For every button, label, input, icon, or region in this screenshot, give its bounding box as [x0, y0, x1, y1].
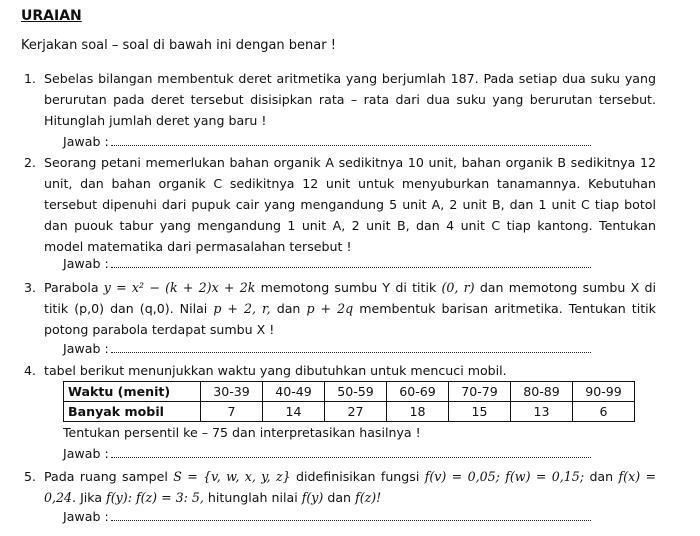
- question-5: [24, 466, 657, 508]
- point-0-r: (0, r): [441, 280, 475, 295]
- expression-p-plus-2q: p + 2q: [306, 301, 354, 316]
- table-cell: 80-89: [511, 382, 573, 402]
- answer-dots: [111, 136, 591, 146]
- question-4: [24, 360, 656, 381]
- question-2: [24, 152, 656, 257]
- question-number: 3.: [24, 280, 37, 295]
- table-cell: 7: [201, 402, 263, 422]
- question-text: Sebelas bilangan membentuk deret aritmetika yang berjumlah 187. Pada setiap dua suku yang berurutan pada deret tersebut disisipkan rata – rata dari dua suku yang berurutan tersebut. Hitunglah jumlah deret yang baru !: [44, 71, 656, 128]
- question-1: [24, 68, 656, 131]
- question-text-part: dan: [276, 301, 301, 316]
- question-text: Seorang petani memerlukan bahan organik A sedikitnya 10 unit, bahan organik B sedikitnya 12 unit, dan bahan organik C sedikitnya 12 unit untuk menyuburkan tanamannya. Kebutuhan tersebut dipenuhi dari pupuk cair yang mengandung 5 unit A, 2 unit B, dan 1 unit C tiap botol dan puouk tabur yang mengandung 1 unit A, 2 unit B, dan 4 unit C tiap kantong. Tentukan model matematika dari permasalahan tersebut !: [44, 155, 656, 254]
- question-text-part: Pada ruang sampel: [44, 469, 168, 484]
- question-number: 4.: [24, 363, 37, 378]
- table-cell: 15: [449, 402, 511, 422]
- answer-label: Jawab :: [63, 134, 109, 149]
- ratio-fy-fz: f(y): f(z) = 3: 5,: [106, 490, 204, 505]
- table-cell: 50-59: [325, 382, 387, 402]
- answer-label: Jawab :: [63, 341, 109, 356]
- question-text-part: Parabola: [44, 280, 99, 295]
- table-cell: 90-99: [573, 382, 635, 402]
- answer-line-5[interactable]: [63, 509, 591, 524]
- question-text-part: didefinisikan fungsi: [296, 469, 420, 484]
- answer-line-2[interactable]: [63, 256, 591, 271]
- question-text-part: memotong sumbu Y di titik: [260, 280, 437, 295]
- answer-line-4[interactable]: [63, 446, 591, 461]
- answer-dots: [111, 343, 591, 353]
- table-cell: 13: [511, 402, 573, 422]
- answer-dots: [111, 448, 591, 458]
- table-cell: 30-39: [201, 382, 263, 402]
- instruction-text: Kerjakan soal – soal di bawah ini dengan benar !: [21, 38, 336, 53]
- function-fy: f(y): [301, 490, 324, 505]
- table-header-banyak: Banyak mobil: [64, 402, 201, 422]
- table-cell: 70-79: [449, 382, 511, 402]
- question-number: 2.: [24, 155, 37, 170]
- table-cell: 60-69: [387, 382, 449, 402]
- table-cell: 27: [325, 402, 387, 422]
- table-row: [64, 402, 635, 422]
- table-row: [64, 382, 635, 402]
- question-text-part: dan memotong sumbu X di titik (p,0) dan (q,0). Nilai: [44, 280, 656, 316]
- question-text-part: membentuk barisan aritmetika. Tentukan titik potong parabola terdapat sumbu X !: [44, 301, 656, 337]
- question-3: [24, 277, 656, 340]
- question-number: 5.: [24, 469, 37, 484]
- parabola-equation: y = x² − (k + 2)x + 2k: [103, 280, 256, 295]
- question-text-part: dan: [589, 469, 614, 484]
- question-text: tabel berikut menunjukkan waktu yang dibutuhkan untuk mencuci mobil.: [44, 363, 507, 378]
- answer-dots: [111, 258, 591, 268]
- question-text-part: Jika: [80, 490, 103, 505]
- car-wash-time-table: [63, 381, 635, 422]
- answer-line-1[interactable]: [63, 134, 591, 149]
- question-text-part: dan: [327, 490, 352, 505]
- table-cell: 14: [263, 402, 325, 422]
- table-header-waktu: Waktu (menit): [64, 382, 201, 402]
- question-text-part: hitunglah nilai: [207, 490, 298, 505]
- sample-space-set: S = {v, w, x, y, z}: [173, 469, 291, 484]
- question-4-followup: Tentukan persentil ke – 75 dan interpretasikan hasilnya !: [63, 425, 421, 440]
- function-values-v-w: f(v) = 0,05; f(w) = 0,15;: [424, 469, 585, 484]
- answer-label: Jawab :: [63, 509, 109, 524]
- answer-dots: [111, 511, 591, 521]
- function-value-x: f(x) = 0,24.: [44, 469, 657, 505]
- table-cell: 6: [573, 402, 635, 422]
- table-cell: 18: [387, 402, 449, 422]
- answer-label: Jawab :: [63, 256, 109, 271]
- section-heading: URAIAN: [21, 8, 82, 24]
- question-number: 1.: [24, 71, 37, 86]
- answer-label: Jawab :: [63, 446, 109, 461]
- answer-line-3[interactable]: [63, 341, 591, 356]
- function-fz: f(z)!: [355, 490, 382, 505]
- expression-p-plus-2-r: p + 2, r,: [213, 301, 271, 316]
- table-cell: 40-49: [263, 382, 325, 402]
